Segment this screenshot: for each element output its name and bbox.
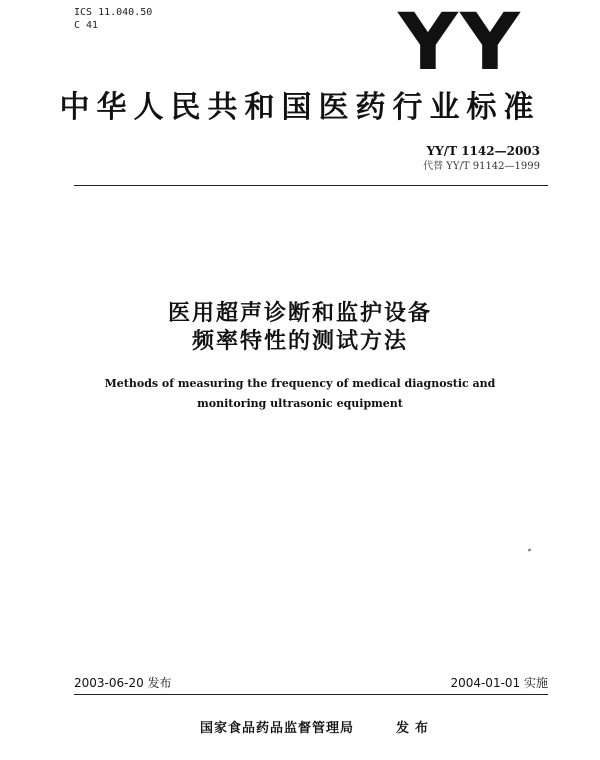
scan-mark: [528, 548, 532, 551]
issue-date: 2003-06-20 发布: [74, 676, 172, 690]
standard-number: YY/T 1142—2003: [426, 144, 540, 158]
standard-category-title: 中华人民共和国医药行业标准: [59, 90, 541, 125]
issuing-action: 发布: [396, 721, 435, 736]
classification-codes: [74, 6, 152, 32]
replaces-standard: 代替 YY/T 91142—1999: [423, 161, 540, 172]
standard-logo: YY: [398, 0, 522, 88]
title-chinese-line-2: 频率特性的测试方法: [191, 329, 408, 354]
title-chinese-line-1: 医用超声诊断和监护设备: [167, 301, 432, 326]
issuing-authority: 国家食品药品监督管理局: [200, 721, 355, 736]
header-divider: [74, 185, 548, 186]
title-english-line-1: Methods of measuring the frequency of medical diagnostic and: [104, 377, 496, 390]
footer-divider: [74, 694, 548, 695]
title-english-line-2: monitoring ultrasonic equipment: [197, 397, 403, 410]
ccs-code: C 41: [74, 20, 99, 31]
implementation-date: 2004-01-01 实施: [450, 676, 548, 690]
ics-code: ICS 11.040.50: [74, 7, 153, 18]
